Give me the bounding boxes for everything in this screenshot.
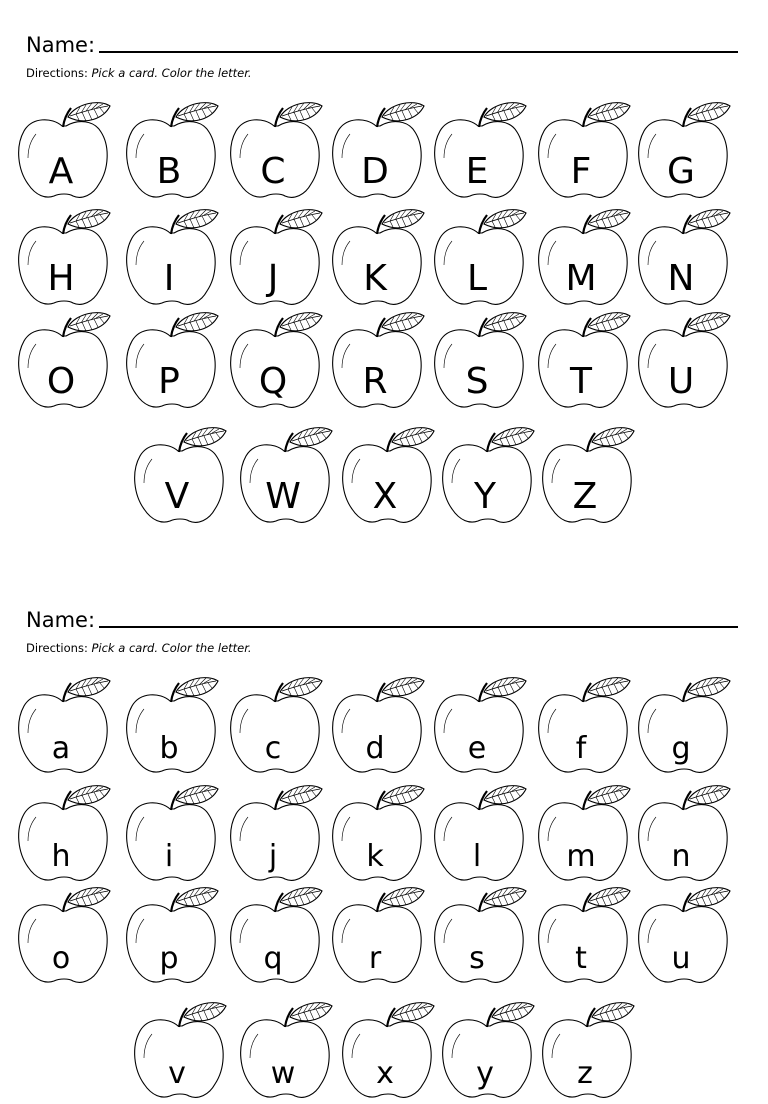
apple-card[interactable] xyxy=(238,425,334,529)
apple-card[interactable] xyxy=(16,783,112,887)
apple-card[interactable] xyxy=(440,1000,536,1104)
apple-letter: M xyxy=(565,258,597,299)
apple-card[interactable] xyxy=(228,783,324,887)
apple-letter: l xyxy=(472,839,482,874)
apple-card[interactable] xyxy=(132,1000,228,1104)
apple-card[interactable] xyxy=(536,100,632,204)
apple-letter: t xyxy=(575,941,587,976)
apple-letter: B xyxy=(156,151,182,192)
apple-card[interactable] xyxy=(16,885,112,989)
apple-letter: V xyxy=(164,476,190,517)
apple-letter: k xyxy=(366,839,384,874)
apple-card[interactable] xyxy=(228,100,324,204)
apple-card[interactable] xyxy=(432,100,528,204)
apple-letter: x xyxy=(376,1056,394,1091)
apple-letter: m xyxy=(566,839,596,874)
apple-letter: v xyxy=(168,1056,186,1091)
apple-letter: G xyxy=(667,151,695,192)
apple-letter: i xyxy=(164,839,174,874)
apple-card[interactable] xyxy=(330,783,426,887)
apple-card[interactable] xyxy=(330,885,426,989)
apple-card[interactable] xyxy=(636,783,732,887)
apple-letter: S xyxy=(465,361,489,402)
apple-card[interactable] xyxy=(124,207,220,311)
apple-letter: F xyxy=(570,151,592,192)
apple-letter: H xyxy=(47,258,75,299)
directions-text: Pick a card. Color the letter. xyxy=(91,641,252,655)
apple-letter: D xyxy=(361,151,389,192)
apple-card[interactable] xyxy=(330,675,426,779)
directions-label: Directions: xyxy=(26,641,88,655)
apple-card[interactable] xyxy=(132,425,228,529)
apple-card[interactable] xyxy=(536,207,632,311)
apple-card[interactable] xyxy=(228,675,324,779)
name-label: Name: xyxy=(26,608,96,632)
apple-letter: y xyxy=(476,1056,494,1091)
apple-card[interactable] xyxy=(228,207,324,311)
apple-card[interactable] xyxy=(636,100,732,204)
apple-letter: n xyxy=(671,839,691,874)
apple-letter: g xyxy=(671,731,691,766)
apple-letter: J xyxy=(267,258,279,299)
apple-letter: c xyxy=(264,731,282,766)
apple-card[interactable] xyxy=(432,885,528,989)
apple-card[interactable] xyxy=(440,425,536,529)
apple-card[interactable] xyxy=(330,207,426,311)
apple-letter: E xyxy=(465,151,489,192)
apple-letter: h xyxy=(51,839,71,874)
apple-letter: a xyxy=(51,731,71,766)
apple-letter: N xyxy=(667,258,695,299)
apple-card[interactable] xyxy=(340,425,436,529)
name-label: Name: xyxy=(26,33,96,57)
apple-letter: z xyxy=(577,1056,593,1091)
name-row xyxy=(26,605,738,631)
apple-letter: K xyxy=(363,258,387,299)
apple-letter: r xyxy=(368,941,382,976)
apple-card[interactable] xyxy=(16,100,112,204)
apple-card[interactable] xyxy=(340,1000,436,1104)
apple-letter: f xyxy=(575,731,587,766)
apple-card[interactable] xyxy=(636,207,732,311)
apple-card[interactable] xyxy=(124,885,220,989)
apple-letter: I xyxy=(163,258,175,299)
apple-card[interactable] xyxy=(16,675,112,779)
apple-card[interactable] xyxy=(238,1000,334,1104)
apple-letter: q xyxy=(263,941,283,976)
apple-letter: Z xyxy=(572,476,598,517)
apple-letter: T xyxy=(570,361,592,402)
apple-letter: O xyxy=(46,361,76,402)
directions xyxy=(26,641,252,655)
apple-letter: p xyxy=(159,941,179,976)
apple-letter: o xyxy=(51,941,71,976)
name-line[interactable] xyxy=(99,626,738,628)
apple-card[interactable] xyxy=(124,783,220,887)
apple-card[interactable] xyxy=(228,310,324,414)
apple-card[interactable] xyxy=(536,885,632,989)
apple-card[interactable] xyxy=(124,310,220,414)
apple-letter: U xyxy=(667,361,695,402)
apple-card[interactable] xyxy=(330,100,426,204)
apple-card[interactable] xyxy=(636,675,732,779)
apple-letter: Y xyxy=(474,476,496,517)
worksheet-lowercase xyxy=(0,575,768,1091)
apple-card[interactable] xyxy=(16,310,112,414)
apple-letter: s xyxy=(469,941,485,976)
directions-text: Pick a card. Color the letter. xyxy=(91,66,252,80)
apple-card[interactable] xyxy=(432,675,528,779)
name-line[interactable] xyxy=(99,51,738,53)
apple-card[interactable] xyxy=(16,207,112,311)
apple-letter: b xyxy=(159,731,179,766)
apple-card[interactable] xyxy=(124,675,220,779)
apple-letter: u xyxy=(671,941,691,976)
apple-letter: Q xyxy=(258,361,288,402)
apple-card[interactable] xyxy=(536,310,632,414)
apple-card[interactable] xyxy=(330,310,426,414)
apple-card[interactable] xyxy=(432,207,528,311)
apple-letter: L xyxy=(466,258,488,299)
apple-letter: e xyxy=(467,731,487,766)
apple-card[interactable] xyxy=(636,310,732,414)
apple-card[interactable] xyxy=(228,885,324,989)
apple-card[interactable] xyxy=(432,310,528,414)
directions-label: Directions: xyxy=(26,66,88,80)
apple-letter: P xyxy=(158,361,180,402)
apple-card[interactable] xyxy=(536,675,632,779)
apple-card[interactable] xyxy=(536,783,632,887)
apple-card[interactable] xyxy=(540,425,636,529)
apple-card[interactable] xyxy=(540,1000,636,1104)
apple-letter: j xyxy=(268,839,278,874)
apple-letter: C xyxy=(260,151,286,192)
apple-letter: w xyxy=(270,1056,296,1091)
apple-letter: R xyxy=(362,361,388,402)
apple-card[interactable] xyxy=(636,885,732,989)
apple-letter: X xyxy=(372,476,398,517)
apple-card[interactable] xyxy=(432,783,528,887)
name-row xyxy=(26,30,738,56)
apple-card[interactable] xyxy=(124,100,220,204)
apple-letter: A xyxy=(48,151,74,192)
apple-letter: d xyxy=(365,731,385,766)
directions xyxy=(26,66,252,80)
apple-letter: W xyxy=(265,476,301,517)
